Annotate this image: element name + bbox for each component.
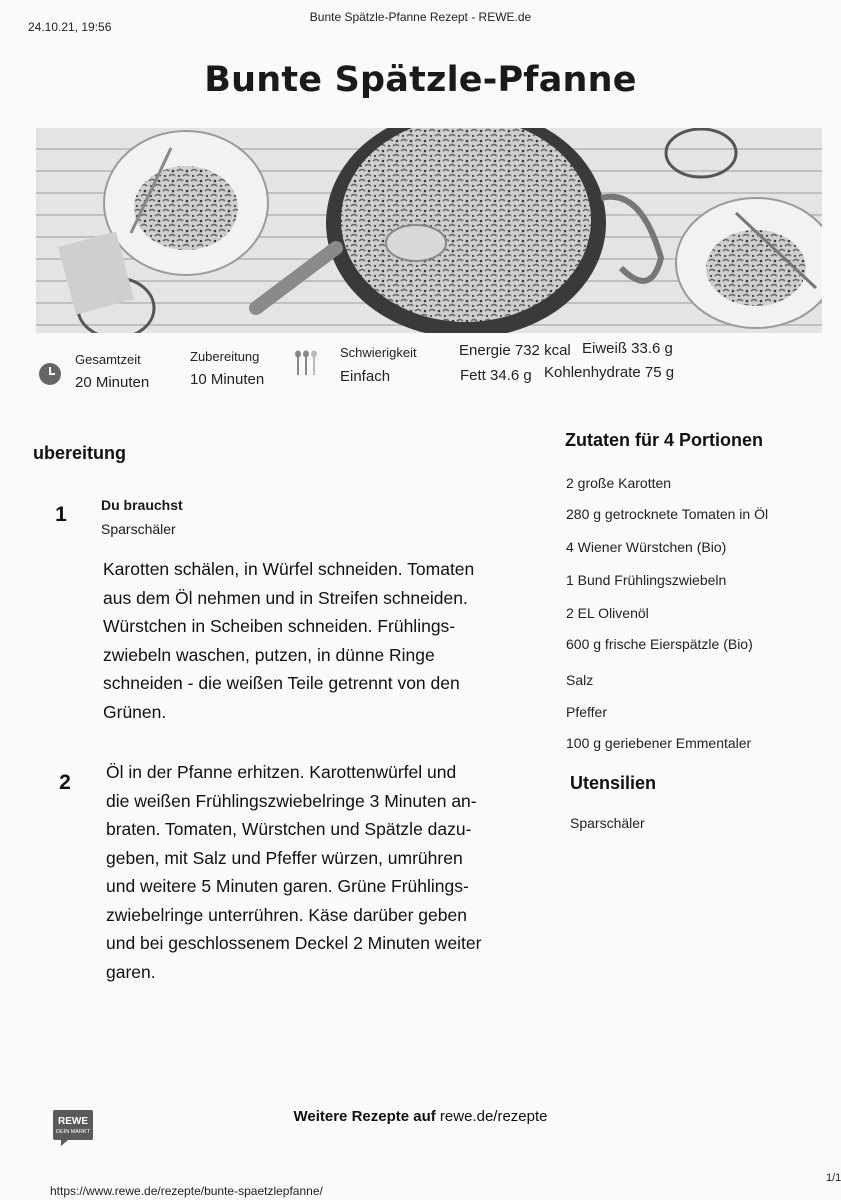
step-text-line: die weißen Frühlingszwiebelringe 3 Minuten an- xyxy=(106,790,477,811)
recipe-hero-image xyxy=(36,128,822,333)
print-page-title: Bunte Spätzle-Pfanne Rezept - REWE.de xyxy=(309,10,532,24)
step-text-line: Karotten schälen, in Würfel schneiden. Tomaten xyxy=(103,559,475,579)
step-text-line: aus dem Öl nehmen und in Streifen schneiden. xyxy=(103,587,468,608)
utensil-item: Sparschäler xyxy=(570,815,645,831)
ingredient-item: 280 g getrocknete Tomaten in Öl xyxy=(566,506,769,522)
prep-time-label: Zubereitung xyxy=(190,349,260,364)
step-text-line: zwiebeln waschen, putzen, in dünne Ringe xyxy=(103,644,435,665)
step-1-needs-value: Sparschäler xyxy=(101,521,176,537)
step-2-text xyxy=(106,758,546,986)
nutrition-energy: Energie 732 kcal xyxy=(459,342,571,359)
logo-text-sub: DEIN MARKT xyxy=(56,1129,90,1135)
step-text-line: braten. Tomaten, Würstchen und Spätzle dazu- xyxy=(106,819,472,839)
more-recipes-link[interactable]: rewe.de/rezepte xyxy=(439,1108,548,1125)
step-text-line: und bei geschlossenem Deckel 2 Minuten weiter xyxy=(106,933,482,953)
ingredient-item: 1 Bund Frühlingszwiebeln xyxy=(566,572,727,588)
ingredient-item: 4 Wiener Würstchen (Bio) xyxy=(566,539,727,555)
step-text-line: und weitere 5 Minuten garen. Grüne Frühlings- xyxy=(106,876,469,896)
print-datetime: 24.10.21, 19:56 xyxy=(28,20,112,34)
step-2-number: 2 xyxy=(59,771,71,794)
step-text-line: Grünen. xyxy=(103,701,167,722)
nutrition-carbs: Kohlenhydrate 75 g xyxy=(544,364,675,381)
ingredient-item: Pfeffer xyxy=(566,704,607,720)
step-text-line: garen. xyxy=(106,961,156,982)
spoons-icon xyxy=(292,350,320,383)
ingredient-item: Salz xyxy=(566,672,594,688)
difficulty-value: Einfach xyxy=(340,368,391,385)
step-1-text xyxy=(103,555,543,726)
ingredient-item: 2 EL Olivenöl xyxy=(566,605,649,621)
step-text-line: Würstchen in Scheiben schneiden. Frühlings- xyxy=(103,616,456,636)
page-number: 1/1 xyxy=(826,1172,841,1184)
ingredient-item: 100 g geriebener Emmentaler xyxy=(566,735,752,751)
total-time-label: Gesamtzeit xyxy=(75,352,141,367)
prep-time-value: 10 Minuten xyxy=(190,371,265,388)
clock-icon xyxy=(38,362,62,391)
utensils-heading: Utensilien xyxy=(570,773,657,793)
nutrition-protein: Eiweiß 33.6 g xyxy=(582,340,673,357)
ingredients-heading: Zutaten für 4 Portionen xyxy=(565,430,763,450)
nutrition-fat: Fett 34.6 g xyxy=(460,367,532,384)
page-url[interactable]: https://www.rewe.de/rezepte/bunte-spaetzlepfanne/ xyxy=(50,1184,323,1198)
preparation-heading: ubereitung xyxy=(33,443,126,463)
logo-text-main: REWE xyxy=(58,1116,88,1127)
step-text-line: zwiebelringe unterrühren. Käse darüber geben xyxy=(106,904,467,925)
more-recipes-label: Weitere Rezepte auf xyxy=(293,1108,436,1125)
ingredient-item: 600 g frische Eierspätzle (Bio) xyxy=(566,636,753,652)
step-text-line: Öl in der Pfanne erhitzen. Karottenwürfel und xyxy=(106,762,457,782)
step-text-line: geben, mit Salz und Pfeffer würzen, umrühren xyxy=(106,847,463,868)
ingredient-item: 2 große Karotten xyxy=(566,475,672,491)
step-1-needs-label: Du brauchst xyxy=(101,497,183,513)
step-1-number: 1 xyxy=(55,503,67,526)
more-recipes xyxy=(0,1108,841,1125)
total-time-value: 20 Minuten xyxy=(75,374,150,391)
step-text-line: schneiden - die weißen Teile getrennt von den xyxy=(103,673,460,693)
difficulty-label: Schwierigkeit xyxy=(340,345,417,360)
recipe-title: Bunte Spätzle-Pfanne xyxy=(204,60,637,100)
